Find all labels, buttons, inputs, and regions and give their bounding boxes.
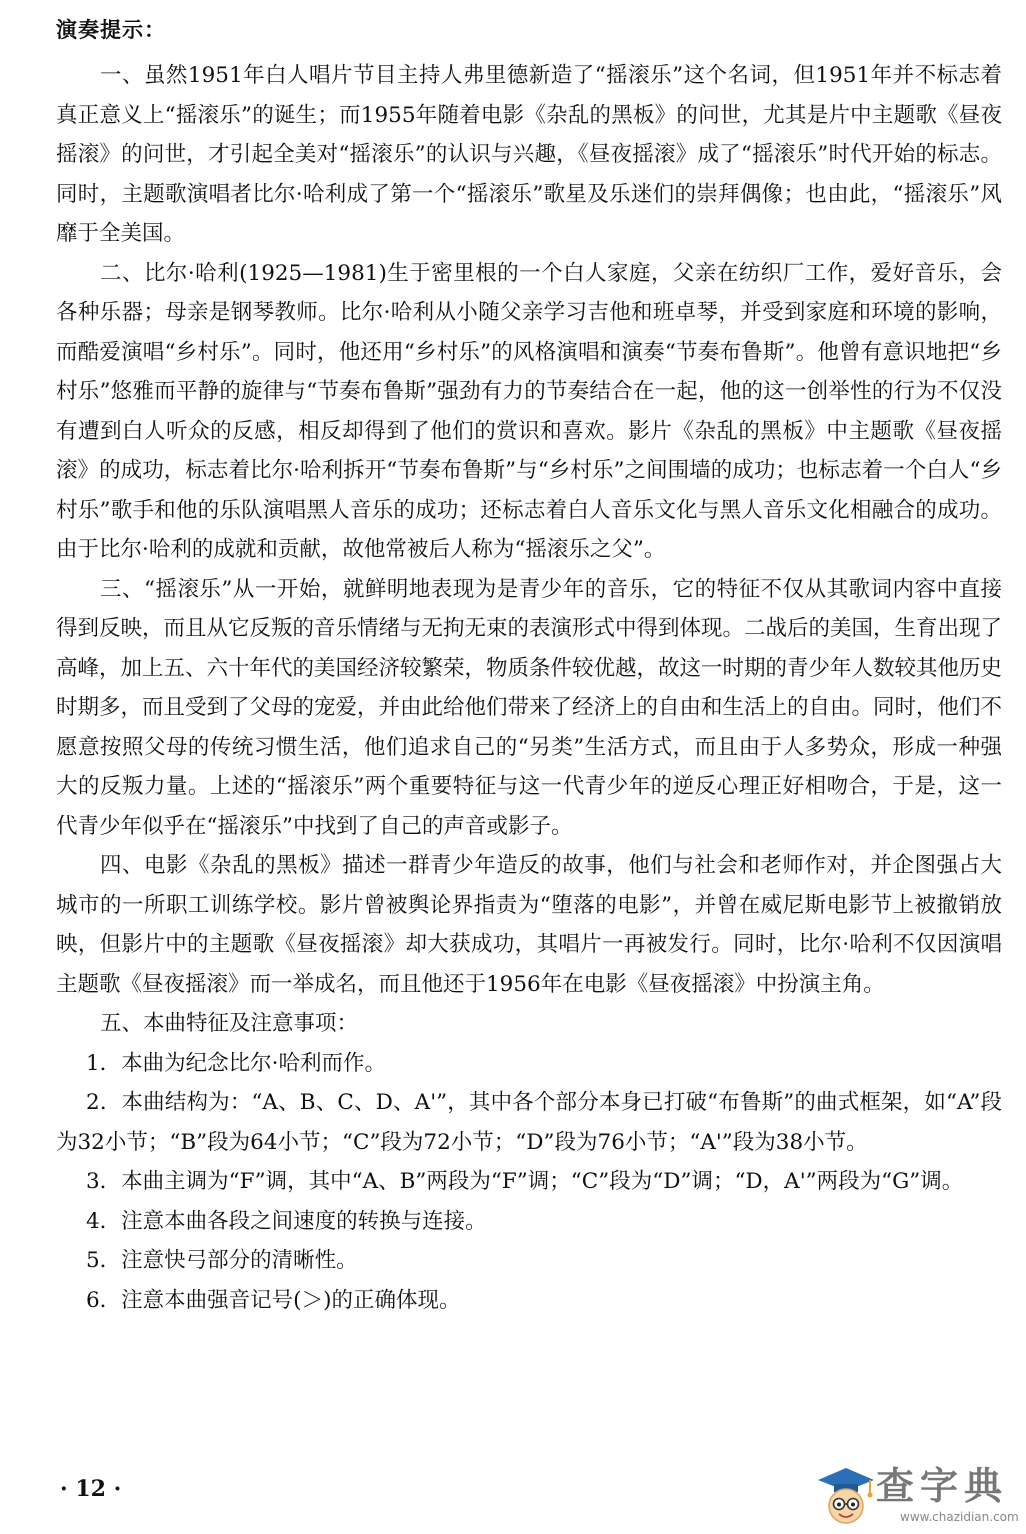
- section-heading: 演奏提示：: [56, 18, 166, 42]
- paragraph-2: 二、比尔·哈利(1925—1981)生于密里根的一个白人家庭，父亲在纺织厂工作，爱好音乐，会各种乐器；母亲是钢琴教师。比尔·哈利从小随父亲学习吉他和班卓琴，并受到家庭和环境的影响，而酷爱演唱“乡村乐”。同时，他还用“乡村乐”的风格演唱和演奏“节奏布鲁斯”。他曾有意识地把“乡村乐”悠雅而平静的旋律与“节奏布鲁斯”强劲有力的节奏结合在一起，他的这一创举性的行为不仅没有遭到白人听众的反感，相反却得到了他们的赏识和喜欢。影片《杂乱的黑板》中主题歌《昼夜摇滚》的成功，标志着比尔·哈利拆开“节奏布鲁斯”与“乡村乐”之间围墙的成功；也标志着一个白人“乡村乐”歌手和他的乐队演唱黑人音乐的成功；还标志着白人音乐文化与黑人音乐文化相融合的成功。由于比尔·哈利的成就和贡献，故他常被后人称为“摇滚乐之父”。: [56, 260, 1002, 562]
- page-number: · 12 ·: [60, 1476, 122, 1502]
- graduate-mascot-icon: [812, 1460, 880, 1530]
- list-item-6: 6．注意本曲强音记号(＞)的正确体现。: [86, 1287, 461, 1313]
- paragraph-3: 三、“摇滚乐”从一开始，就鲜明地表现为是青少年的音乐，它的特征不仅从其歌词内容中直接得到反映，而且从它反叛的音乐情绪与无拘无束的表演形式中得到体现。二战后的美国，生育出现了高峰，加上五、六十年代的美国经济较繁荣，物质条件较优越，故这一时期的青少年人数较其他历史时期多，而且受到了父母的宠爱，并由此给他们带来了经济上的自由和生活上的自由。同时，他们不愿意按照父母的传统习惯生活，他们追求自己的“另类”生活方式，而且由于人多势众，形成一种强大的反叛力量。上述的“摇滚乐”两个重要特征与这一代青少年的逆反心理正好相吻合，于是，这一代青少年似乎在“摇滚乐”中找到了自己的声音或影子。: [56, 576, 1003, 839]
- list-item-3: 3．本曲主调为“F”调，其中“A、B”两段为“F”调；“C”段为“D”调；“D，A'”两段为“G”调。: [86, 1169, 964, 1194]
- watermark-url: www.chazidian.com: [900, 1510, 1019, 1524]
- list-item-1: 1．本曲为纪念比尔·哈利而作。: [86, 1050, 387, 1076]
- list-item-5: 5．注意快弓部分的清晰性。: [86, 1248, 358, 1273]
- watermark-title: 查字典: [876, 1464, 1009, 1508]
- list-item-4: 4．注意本曲各段之间速度的转换与连接。: [86, 1208, 487, 1234]
- list-item-2: 2．本曲结构为：“A、B、C、D、A'”，其中各个部分本身已打破“布鲁斯”的曲式框架，如“A”段为32小节；“B”段为64小节；“C”段为72小节；“D”段为76小节；“A'”段为38小节。: [56, 1090, 1002, 1155]
- paragraph-4: 四、电影《杂乱的黑板》描述一群青少年造反的故事，他们与社会和老师作对，并企图强占大城市的一所职工训练学校。影片曾被舆论界指责为“堕落的电影”，并曾在威尼斯电影节上被撤销放映，但影片中的主题歌《昼夜摇滚》却大获成功，其唱片一再被发行。同时，比尔·哈利不仅因演唱主题歌《昼夜摇滚》而一举成名，而且他还于1956年在电影《昼夜摇滚》中扮演主角。: [56, 853, 1002, 997]
- body-text: [56, 56, 1002, 1320]
- watermark-logo: [812, 1460, 1022, 1530]
- paragraph-5: 五、本曲特征及注意事项：: [100, 1011, 359, 1036]
- paragraph-1: 一、虽然1951年白人唱片节目主持人弗里德新造了“摇滚乐”这个名词，但1951年并不标志着真正意义上“摇滚乐”的诞生；而1955年随着电影《杂乱的黑板》的问世，尤其是片中主题歌《昼夜摇滚》的问世，才引起全美对“摇滚乐”的认识与兴趣，《昼夜摇滚》成了“摇滚乐”时代开始的标志。同时，主题歌演唱者比尔·哈利成了第一个“摇滚乐”歌星及乐迷们的崇拜偶像；也由此，“摇滚乐”风靡于全美国。: [56, 63, 1002, 246]
